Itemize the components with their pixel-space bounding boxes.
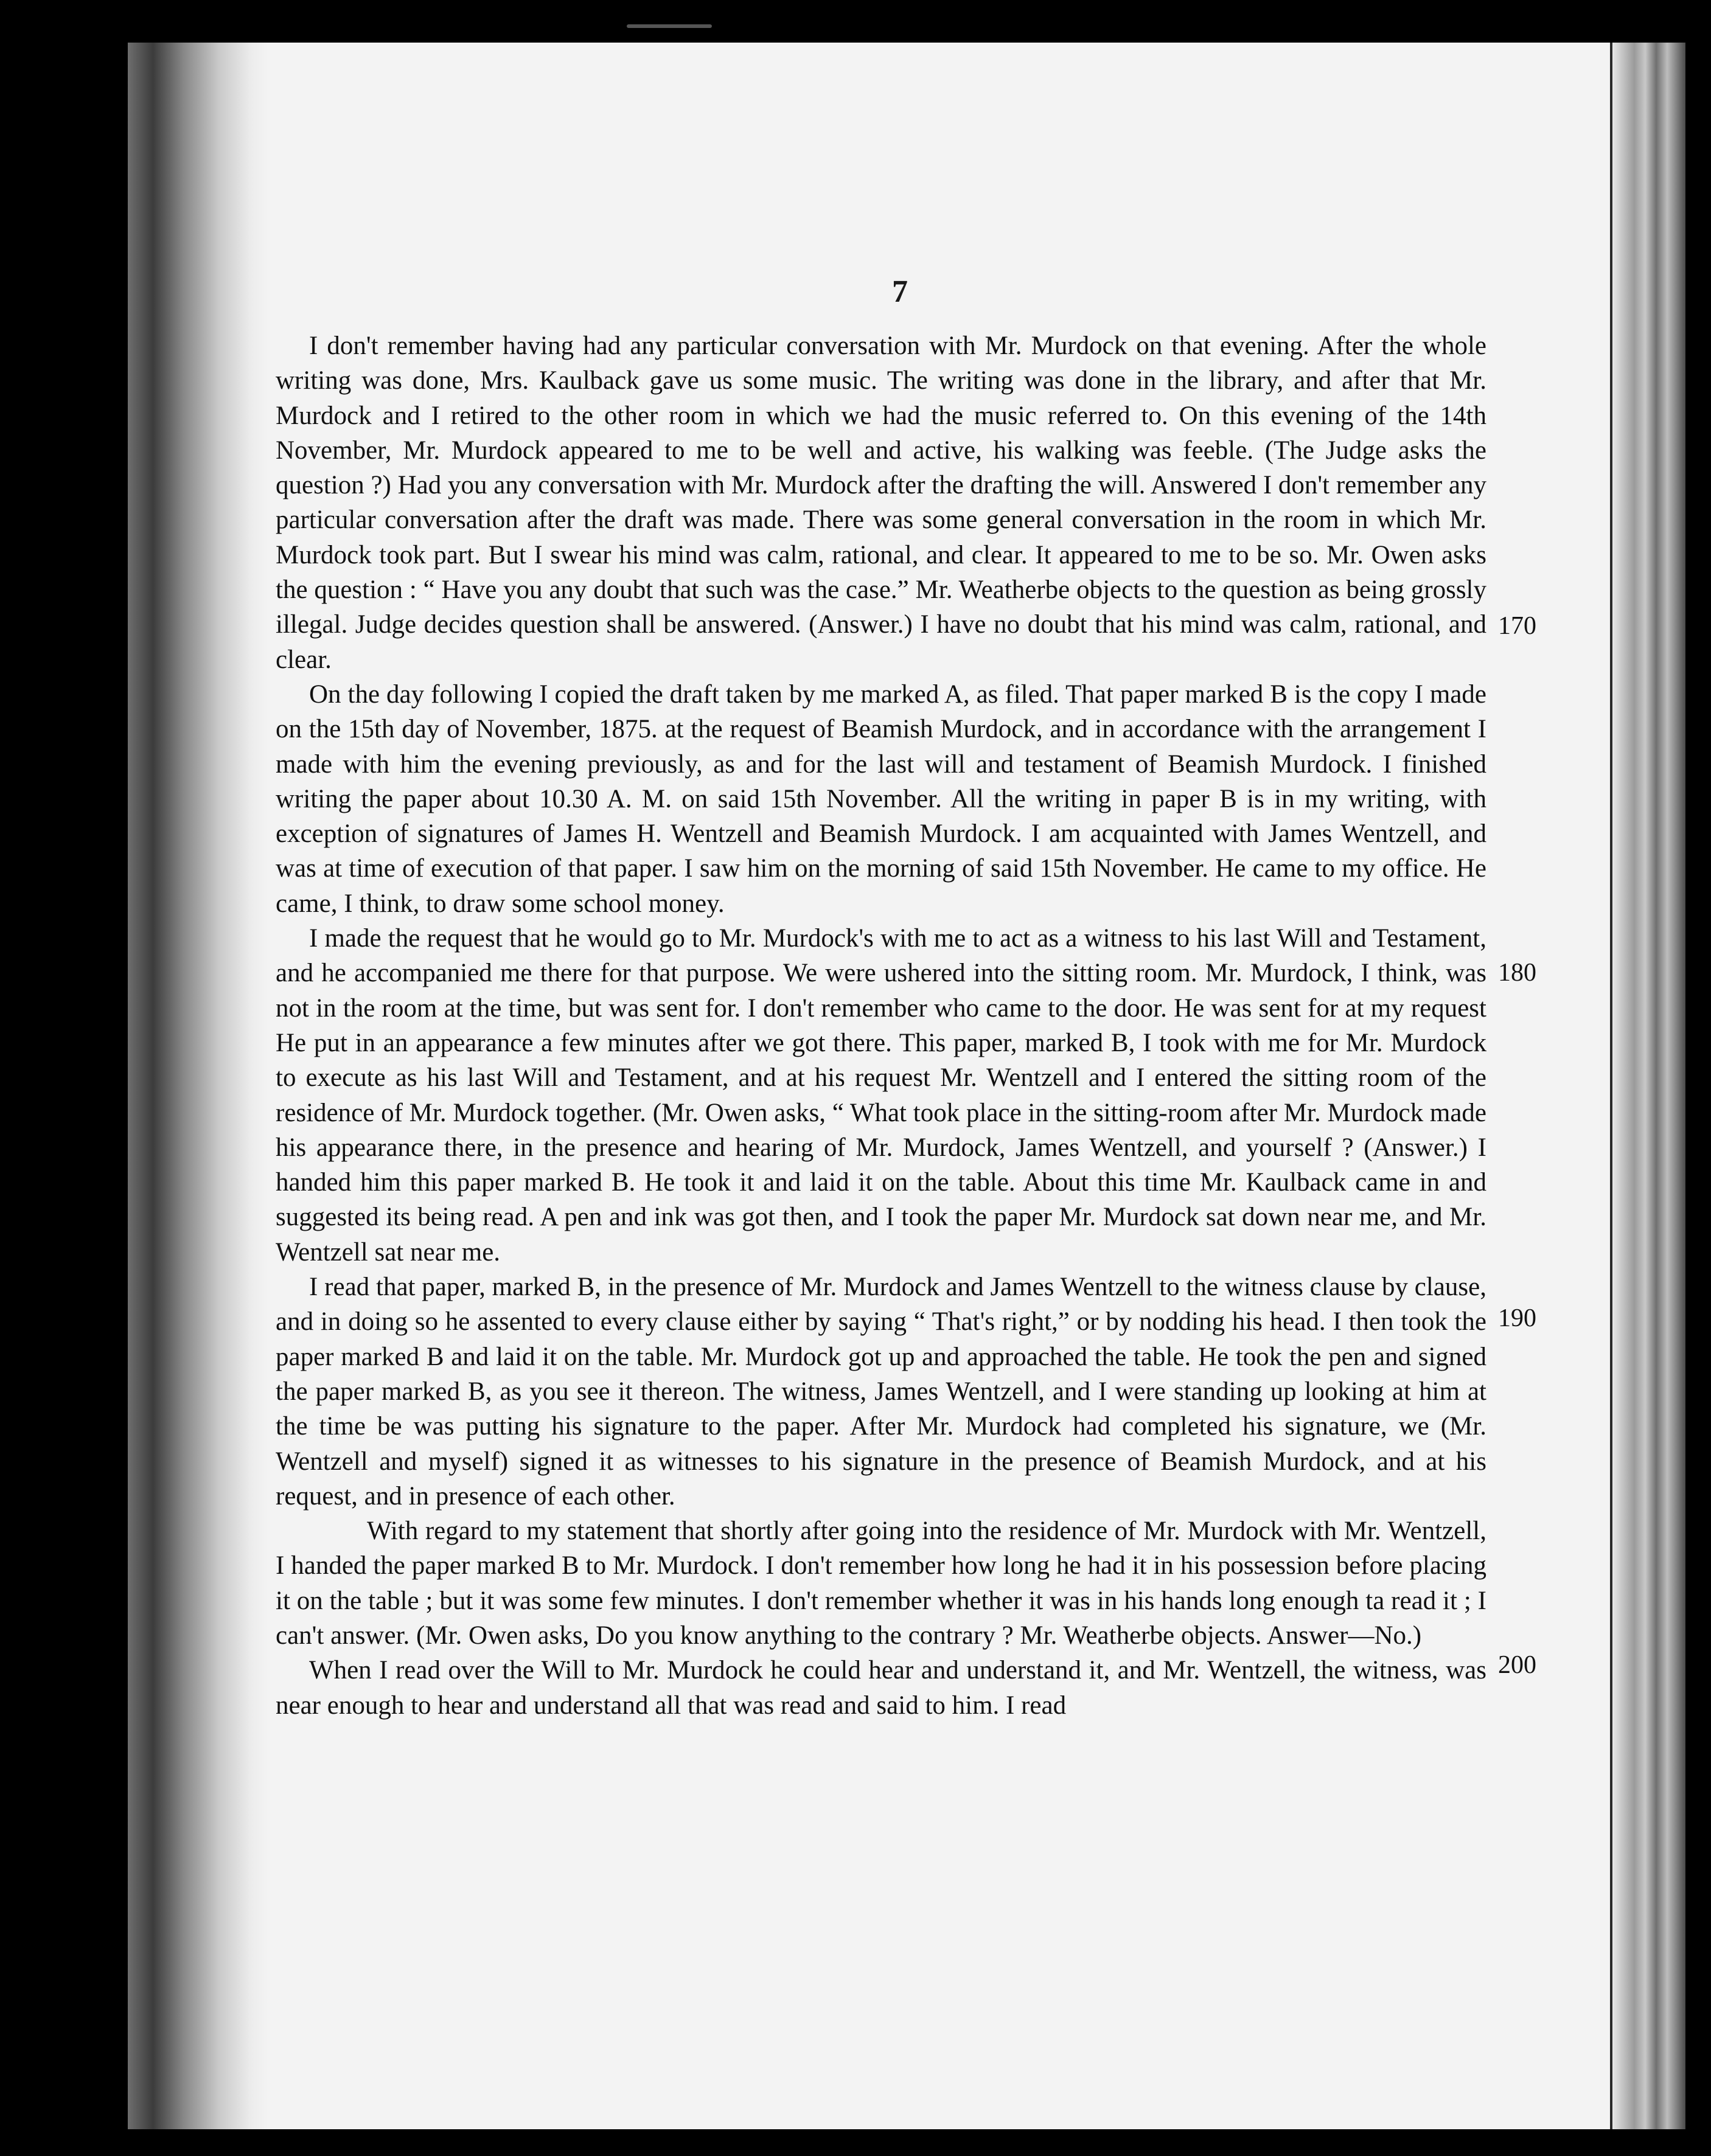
paragraph: I read that paper, marked B, in the presence of Mr. Murdock and James Wentzell to the witness clause by clause, and in doing so he assented to every clause either by saying “ That's right,” or by nodding his head. I then took the paper marked B and laid it on the table. Mr. Murdock got up and approached the table. He took the pen and signed the paper marked B, as you see it thereon. The witness, James Wentzell, and I were standing up looking at him at the time be was putting his signature to the paper. After Mr. Murdock had completed his signature, we (Mr. Wentzell and myself) signed it as witnesses to his signature in the presence of Beamish Murdock, and at his request, and in presence of each other. [276,1273,1486,1511]
paragraph: I made the request that he would go to Mr. Murdock's with me to act as a witness to his last Will and Testament, and he accompanied me there for that purpose. We were ushered into the sitting room. Mr. Murdock, I think, was not in the room at the time, but was sent for. I don't remember who came to the door. He was sent for at my request He put in an appearance a few minutes after we got there. This paper, marked B, I took with me for Mr. Murdock to execute as his last Will and Testament, and at his request Mr. Wentzell and I entered the sitting room of the residence of Mr. Murdock together. (Mr. Owen asks, “ What took place in the sitting-room after Mr. Murdock made his appearance there, in the presence and hearing of Mr. Murdock, James Wentzell, and yourself ? (Answer.) I handed him this paper marked B. He took it and laid it on the table. About this time Mr. Kaulback came in and suggested its being read. A pen and ink was got then, and I took the paper Mr. Murdock sat down near me, and Mr. Wentzell sat near me. [276,924,1486,1267]
body-text [276,329,1486,1723]
binding-shadow [128,43,268,2129]
paragraph: When I read over the Will to Mr. Murdock he could hear and understand it, and Mr. Wentzell, the witness, was near enough to hear and understand all that was read and said to him. I read [276,1656,1486,1720]
paragraph: I don't remember having had any particular conversation with Mr. Murdock on that evening. After the whole writing was done, Mrs. Kaulback gave us some music. The writing was done in the library, and after that Mr. Murdock and I retired to the other room in which we had the music referred to. On this evening of the 14th November, Mr. Murdock appeared to me to be well and active, his walking was feeble. (The Judge asks the question ?) Had you any conversation with Mr. Murdock after the drafting the will. Answered I don't remember any particular conversation after the draft was made. There was some general conversation in the room in which Mr. Murdock took part. But I swear his mind was calm, rational, and clear. It appeared to me to be so. Mr. Owen asks the question : “ Have you any doubt that such was the case.” Mr. Weatherbe objects to the question as being grossly illegal. Judge decides question shall be answered. (Answer.) I have no doubt that his mind was calm, rational, and clear. [276,332,1486,674]
paragraph: With regard to my statement that shortly after going into the residence of Mr. Murdock with Mr. Wentzell, I handed the paper marked B to Mr. Murdock. I don't remember how long he had it in his possession before placing it on the table ; but it was some few minutes. I don't remember whether it was in his hands long enough ta read it ; I can't answer. (Mr. Owen asks, Do you know anything to the contrary ? Mr. Weatherbe objects. Answer—No.) [276,1517,1486,1650]
document-page [128,43,1685,2129]
line-number: 180 [1498,959,1536,987]
page-edge-strip [1612,43,1685,2129]
scan-artifact [627,24,712,28]
line-number: 200 [1498,1651,1536,1679]
page-number: 7 [892,274,908,309]
paragraph: On the day following I copied the draft taken by me marked A, as filed. That paper marked B is the copy I made on the 15th day of November, 1875. at the request of Beamish Murdock, and in accordance with the arrangement I made with him the evening previously, as and for the last will and testament of Beamish Murdock. I finished writing the paper about 10.30 A. M. on said 15th November. All the writing in paper B is in my writing, with exception of signatures of James H. Wentzell and Beamish Murdock. I am acquainted with James Wentzell, and was at time of execution of that paper. I saw him on the morning of said 15th November. He came to my office. He came, I think, to draw some school money. [276,680,1486,918]
line-number: 170 [1498,612,1536,640]
line-number: 190 [1498,1304,1536,1332]
